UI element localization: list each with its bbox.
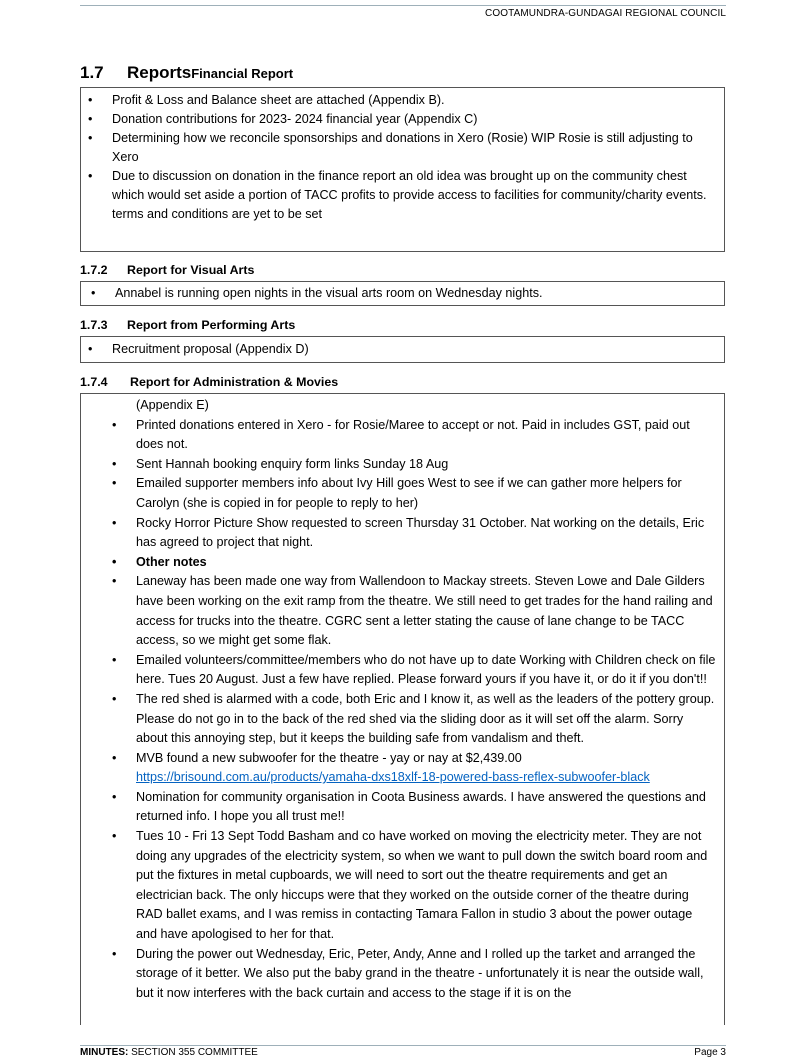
performing-arts-number: 1.7.3 xyxy=(80,318,108,332)
list-item: • Tues 10 - Fri 13 Sept Todd Basham and co have worked on moving the electricity meter. They are not doing any upgrades of the electricity system, so when we want to pull down the switch board room and put the fixtures in metal cupboards, we will need to sort out the theatre requirements and get an electrician back. The only hiccups were that they worked on the outside corner of the theatre during RAD ballet exams, and I was remiss in contacting Tamara Fallon in studio 3 about the power outage and have apologised to her for that. xyxy=(136,827,716,945)
list-item: • Printed donations entered in Xero - for Rosie/Maree to accept or not. Paid in includes GST, paid out does not. xyxy=(136,416,716,455)
visual-arts-number: 1.7.2 xyxy=(80,263,108,277)
performing-arts-box xyxy=(80,336,725,363)
list-item: • Laneway has been made one way from Wallendoon to Mackay streets. Steven Lowe and Dale Gilders have been working on the exit ramp from the theatre. We still need to get trades for the hand railing and access for trucks into the theatre. CGRC sent a letter stating the cause of lane change to be TACC access, so we might get some flak. xyxy=(136,572,716,650)
admin-report-box xyxy=(80,393,725,1025)
list-item: • Recruitment proposal (Appendix D) xyxy=(112,340,716,359)
performing-arts-heading xyxy=(80,318,295,332)
page-footer xyxy=(80,1047,726,1058)
other-notes-heading: • Other notes xyxy=(136,553,716,573)
header-rule xyxy=(80,5,726,6)
subwoofer-link[interactable]: https://brisound.com.au/products/yamaha-dxs18xlf-18-powered-bass-reflex-subwoofer-black xyxy=(136,770,650,785)
list-item: • Due to discussion on donation in the finance report an old idea was brought up on the community chest which would set aside a portion of TACC profits to provide access to facilities for community/charity events. terms and conditions are yet to be set xyxy=(112,167,716,224)
financial-report-box xyxy=(80,87,725,252)
footer-left xyxy=(80,1047,258,1058)
visual-arts-heading xyxy=(80,263,254,277)
list-item: • Determining how we reconcile sponsorships and donations in Xero (Rosie) WIP Rosie is still adjusting to Xero xyxy=(112,129,716,167)
list-item: • Profit & Loss and Balance sheet are attached (Appendix B). xyxy=(112,91,716,110)
footer-committee: SECTION 355 COMMITTEE xyxy=(131,1047,258,1058)
visual-arts-title: Report for Visual Arts xyxy=(127,263,255,277)
list-item: • Annabel is running open nights in the visual arts room on Wednesday nights. xyxy=(115,284,716,303)
list-item: • Rocky Horror Picture Show requested to screen Thursday 31 October. Nat working on the details, Eric has agreed to project that night. xyxy=(136,514,716,553)
list-item: • During the power out Wednesday, Eric, Peter, Andy, Anne and I rolled up the tarket and arranged the storage of it better. We also put the baby grand in the theatre - unfortunately it is near the outside wall, but it now interferes with the back curtain and access to the stage if it is on the xyxy=(136,945,716,1004)
performing-arts-title: Report from Performing Arts xyxy=(127,318,296,332)
footer-label: MINUTES: xyxy=(80,1047,129,1058)
list-item: • Donation contributions for 2023- 2024 financial year (Appendix C) xyxy=(112,110,716,129)
page-number: Page 3 xyxy=(694,1047,726,1058)
subwoofer-text: MVB found a new subwoofer for the theatre - yay or nay at $2,439.00 xyxy=(136,750,522,765)
admin-heading xyxy=(80,375,338,389)
section-heading xyxy=(80,63,293,83)
council-name: COOTAMUNDRA-GUNDAGAI REGIONAL COUNCIL xyxy=(485,8,726,19)
admin-title: Report for Administration & Movies xyxy=(130,375,339,389)
list-item: • Emailed supporter members info about Ivy Hill goes West to see if we can gather more helpers for Carolyn (she is copied in for people to reply to her) xyxy=(136,474,716,513)
list-item: • Emailed volunteers/committee/members who do not have up to date Working with Children check on file here. Tues 20 August. Just a few have replied. Please forward yours if you have it, or do it if you don't!! xyxy=(136,651,716,690)
list-item xyxy=(136,749,716,788)
list-item: • Sent Hannah booking enquiry form links Sunday 18 Aug xyxy=(136,455,716,475)
visual-arts-box xyxy=(80,281,725,306)
admin-number: 1.7.4 xyxy=(80,375,108,389)
section-subtitle: Financial Report xyxy=(191,66,294,81)
footer-rule xyxy=(80,1045,726,1046)
section-title: Reports xyxy=(127,63,192,82)
list-item: • Nomination for community organisation in Coota Business awards. I have answered the questions and returned info. I hope you all trust me!! xyxy=(136,788,716,827)
section-number: 1.7 xyxy=(80,63,104,82)
admin-intro: (Appendix E) xyxy=(136,398,209,412)
list-item: • The red shed is alarmed with a code, both Eric and I know it, as well as the leaders of the pottery group. Please do not go in to the back of the red shed via the sliding door as it will set off the alarm. Sorry about this annoying step, but it keeps the building safe from vandalism and theft. xyxy=(136,690,716,749)
